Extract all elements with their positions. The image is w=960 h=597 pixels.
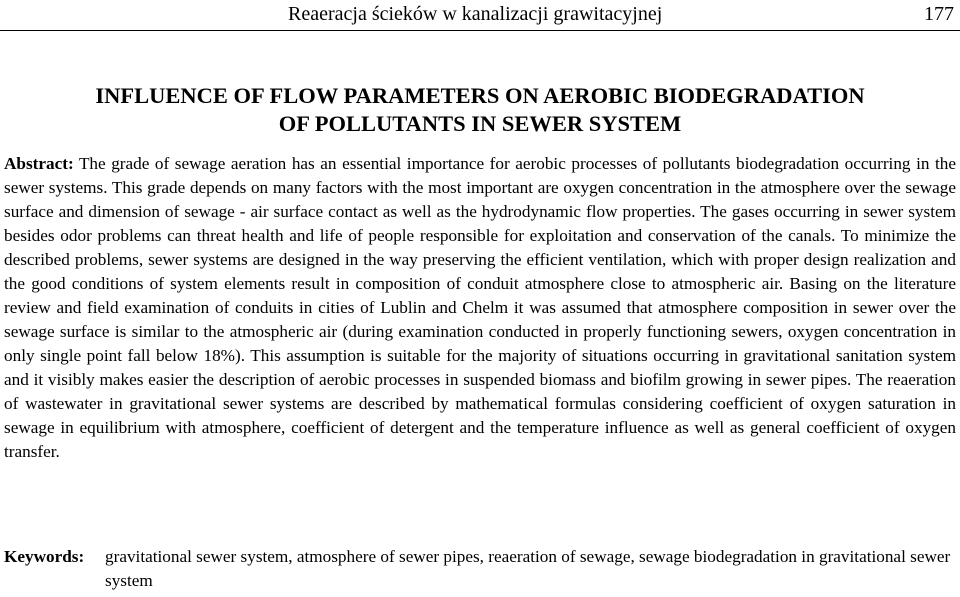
abstract-label: Abstract: — [4, 154, 74, 173]
keywords-text: gravitational sewer system, atmosphere of sewer pipes, reaeration of sewage, sewage biodegradation in gravitational sewer system — [105, 547, 951, 590]
abstract-text: The grade of sewage aeration has an essential importance for aerobic processes of pollutants biodegradation occurring in the sewer systems. This grade depends on many factors with the most important are oxygen concentration in the atmosphere over the sewage surface and dimension of sewage - air surface contact as well as the hydrodynamic flow properties. The gases occurring in sewer system besides odor problems can threat health and life of people responsible for exploitation and conservation of the canals. To minimize the described problems, sewer systems are designed in the way preserving the efficient ventilation, which with proper design realization and the good conditions of system elements result in composition of conduit atmosphere close to atmospheric air. Basing on the literature review and field examination of conduits in cities of Lublin and Chelm it was assumed that atmosphere composition in sewer over the sewage surface is similar to the atmospheric air (during examination conducted in properly functioning sewers, oxygen concentration in only single point fall below 18%). This assumption is suitable for the majority of situations occurring in gravitational sanitation system and it visibly makes easier the description of aerobic processes in suspended biomass and biofilm growing in sewer pipes. The reaeration of wastewater in gravitational sewer systems are described by mathematical formulas considering coefficient of oxygen saturation in sewage in equilibrium with atmosphere, coefficient of detergent and the temperature influence as well as general coefficient of oxygen transfer. — [4, 154, 956, 461]
abstract — [4, 152, 956, 464]
paper-title-line-1: INFLUENCE OF FLOW PARAMETERS ON AEROBIC BIODEGRADATION — [95, 83, 865, 108]
paper-title — [0, 82, 960, 138]
running-header — [0, 0, 960, 31]
page-number: 177 — [924, 3, 954, 25]
running-title: Reaeracja ścieków w kanalizacji grawitacyjnej — [288, 3, 663, 25]
keywords-label: Keywords: — [4, 547, 85, 566]
keywords — [4, 545, 956, 593]
paper-title-line-2: OF POLLUTANTS IN SEWER SYSTEM — [278, 111, 682, 136]
